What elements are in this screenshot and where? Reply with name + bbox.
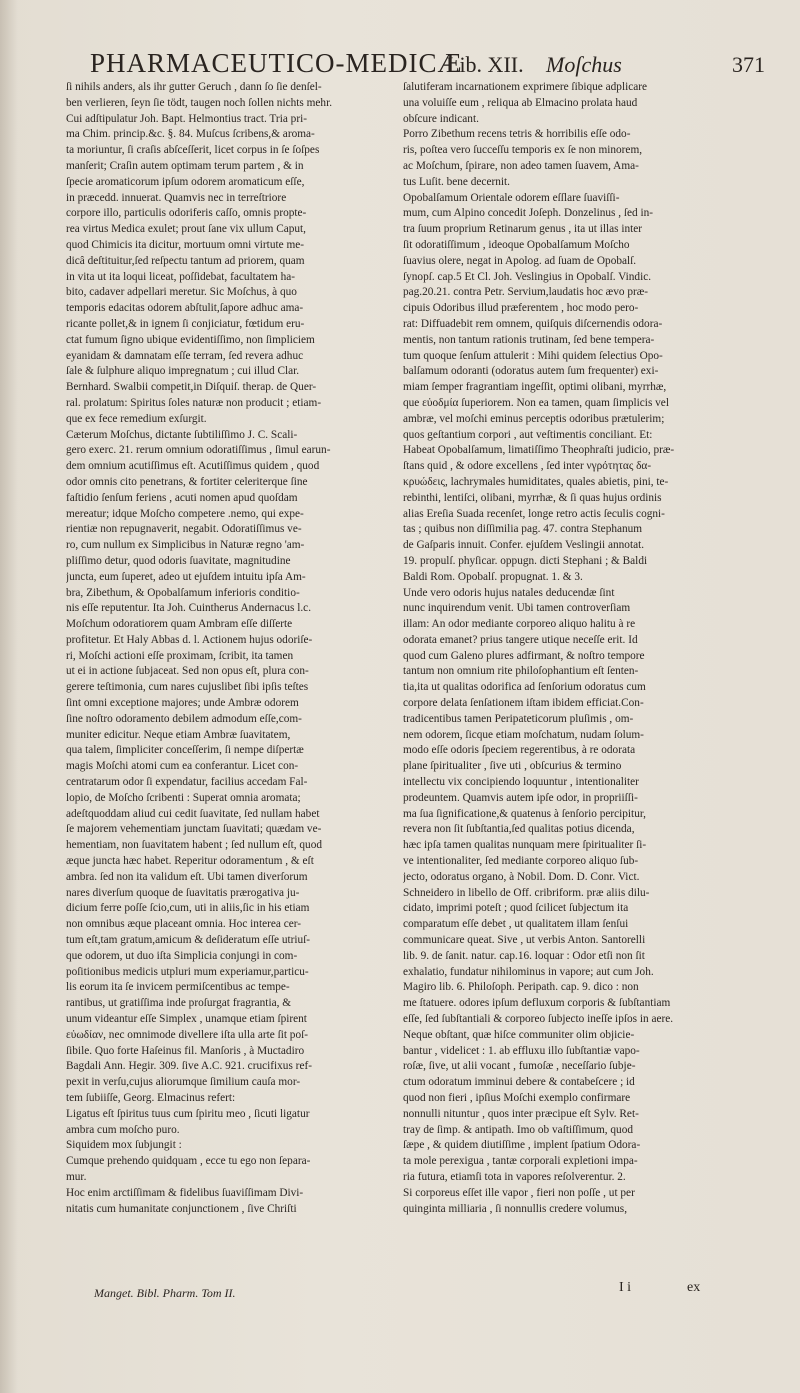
text-line: ro, cum nullum ex Simplicibus in Naturæ regno 'am-: [66, 539, 305, 552]
text-line: Hoc enim arctiſſimam & fidelibus ſuaviſſimam Divi-: [66, 1186, 304, 1199]
text-line: obſcure indicant.: [403, 112, 479, 125]
text-line: gerere teſtimonia, cum nares cujuslibet ſibi ipſis teſtes: [66, 681, 309, 694]
text-line: modo eſſe odoris ſpeciem regerentibus, à re odorata: [403, 744, 636, 757]
text-line: Magiro lib. 6. Philoſoph. Peripath. cap. 9. dico : non: [403, 981, 639, 994]
text-line: nis eſſe reputentur. Ita Joh. Cuintherus Andernacus l.c.: [66, 602, 312, 615]
text-line: quos geſtantium corpori , aut veſtimentis conciliant. Et:: [403, 428, 653, 441]
text-line: in vita ut ita loqui liceat, poſſidebat, facultatem ha-: [66, 270, 295, 283]
text-line: communicare queat. Sive , ut verbis Anton. Santorelli: [403, 934, 646, 947]
text-line: cipuis Odoribus illud præferentem , hoc modo pero-: [403, 302, 639, 315]
text-line: pexit in verſu,cujus aliorumque ſimilium cauſa mor-: [66, 1076, 301, 1089]
text-line: ſtans quid , & odore excellens , ſed inter νγρότητας δα-: [403, 460, 652, 473]
text-line: nonnulli nituntur , quos inter præcipue eſt Sylv. Ret-: [403, 1107, 639, 1120]
text-line: ben verlieren, ſeyn ſie tödt, taugen noch ſollen nichts mehr.: [66, 96, 333, 109]
text-line: Si corporeus eſſet ille vapor , fieri non poſſe , ut per: [403, 1186, 635, 1199]
text-line: una voluiſſe eum , reliqua ab Elmacino prolata haud: [403, 96, 638, 109]
text-line: dicium ferre poſſe ſcio,cum, uti in aliis,ſic in his etiam: [66, 902, 310, 915]
text-line: ta moriuntur, ſi craſis abſceſſerit, licet corpus in ſe ſoſpes: [66, 144, 320, 157]
text-line: profitetur. Et Haly Abbas d. l. Actionem hujus odoriſe-: [66, 633, 313, 646]
text-line: ambra. ſed non ita validum eſt. Ubi tamen diverſorum: [66, 870, 308, 883]
text-line: gero exerc. 21. rerum omnium odoratiſſimus , ſimul earun-: [66, 444, 331, 457]
text-line: ambræ, vel moſchi eminus perceptis odoribus prætulerim;: [403, 412, 665, 425]
text-line: mereatur; idque Moſcho competere .nemo, qui expe-: [66, 507, 304, 520]
section-heading: Moſchus: [546, 52, 622, 77]
text-line: dem omnium acutiſſimus eſt. Acutiſſimus quidem , quod: [66, 460, 320, 473]
page-header: [60, 46, 765, 80]
text-line: hæc ipſa tamen qualitas nunquam mere ſpiritualiter ſi-: [403, 839, 647, 852]
text-line: mur.: [66, 1170, 87, 1183]
text-line: qua talem, ſimpliciter conceſſerim, ſi nempe diſpertæ: [66, 744, 304, 757]
page-number: 371: [732, 52, 765, 77]
text-line: quod Chimicis ita dicitur, mortuum omni virtute me-: [66, 238, 305, 251]
text-line: Habeat Opobalſamum, limatiſſimo Theophraſti judicio, præ-: [403, 444, 675, 457]
text-line: temporis edacitas odorem abſtulit,ſapore adhuc ama-: [66, 302, 304, 315]
text-line: miam ſemper fragrantiam ingeſſit, optimi olibani, myrrhæ,: [403, 381, 667, 394]
text-line: adeſtquoddam aliud cui cedit ſuavitate, ſed nullam habet: [66, 807, 320, 820]
text-line: æque juncta hæc habet. Reperitur odoramentum , & eſt: [66, 855, 314, 868]
text-line: bantur , videlicet : 1. ab effluxu illo ſubſtantiæ vapo-: [403, 1044, 640, 1057]
left-text-column: [66, 80, 378, 1217]
text-line: rea virtus Medica exulet; prout ſane vix ullum Caput,: [66, 223, 306, 236]
text-line: bito, cadaver adpellari meretur. Sic Moſchus, à quo: [66, 286, 297, 299]
text-line: εὐωδίαν, nec omnimode divellere iſta ulla arte ſit poſ-: [66, 1028, 309, 1041]
text-line: 19. propulſ. phyſicar. oppugn. dicti Stephani ; & Baldi: [403, 554, 648, 567]
text-line: tum eſt,tam gratum,amicum & deſideratum eſſe utriuſ-: [66, 934, 311, 947]
text-line: balſamum odoranti (odoratus autem ſum frequenter) exi-: [403, 365, 659, 378]
text-line: ut ei in actione ſubjaceat. Sed non opus eſt, plura con-: [66, 665, 309, 678]
text-line: Schneidero in libello de Off. cribriform. præ aliis dilu-: [403, 886, 650, 899]
text-line: tra ſuum proprium Retinarum genus , ita ut illas inter: [403, 223, 643, 236]
text-line: ri, Moſchi actioni eſſe proximam, ſcribit, ita tamen: [66, 649, 294, 662]
text-line: ſint omni exceptione majores; unde Ambræ odorem: [66, 697, 299, 710]
text-line: lopio, de Moſcho ſcribenti : Superat omnia aromata;: [66, 791, 301, 804]
text-line: rantibus, ut gratiſſima inde proſurgat fragrantia, &: [66, 997, 292, 1010]
text-line: ſpecie aromaticorum ipſum odorem aromaticum eſſe,: [66, 175, 305, 188]
text-line: tray de ſimp. & antipath. Imo ob vaſtiſſimum, quod: [403, 1123, 633, 1136]
text-line: ſale & ſulphure aliquo impregnatum ; cui illud Clar.: [66, 365, 300, 378]
text-line: ma ſua ſignificatione,& quatenus à ſenſorio percipitur,: [403, 807, 646, 820]
text-line: dicâ deſtituitur,ſed reſpectu tantum ad priorem, quam: [66, 254, 305, 267]
text-line: corpore illo, particulis odoriferis caſſo, omnis propte-: [66, 207, 307, 220]
text-line: ral. prolatum: Spiritus ſoles naturæ non producit ; etiam-: [66, 396, 322, 409]
text-line: nares diverſum quoque de ſuavitatis prærogativa ju-: [66, 886, 300, 899]
text-line: ris, poſtea vero ſucceſſu temporis ex ſe non minorem,: [403, 144, 643, 157]
text-line: illam: An odor mediante corporeo aliquo halitu à re: [403, 618, 636, 631]
text-line: pag.20.21. contra Petr. Servium,laudatis hoc ævo præ-: [403, 286, 649, 299]
right-text-column: [403, 80, 725, 1217]
text-line: Cumque prehendo quidquam , ecce tu ego non ſepara-: [66, 1155, 311, 1168]
text-line: Unde vero odoris hujus natales deducendæ ſint: [403, 586, 615, 599]
text-line: ria futura, etiamſi tota in vapores reſolverentur. 2.: [403, 1170, 626, 1183]
text-line: Cui adſtipulatur Joh. Bapt. Helmontius tract. Tria pri-: [66, 112, 307, 125]
text-line: corpore delata ſenſationem iſtam ibidem efficiat.Con-: [403, 697, 644, 710]
text-line: Opobalſamum Orientale odorem eſſlare ſuaviſſi-: [403, 191, 620, 204]
text-line: cidato, imprimi poteſt ; quod ſcilicet ſubjectum ita: [403, 902, 629, 915]
text-line: que ex fece remedium exſurgit.: [66, 412, 207, 425]
text-line: unum videantur eſſe Simplex , unamque etiam ſpirent: [66, 1013, 307, 1026]
text-line: lib. 9. de ſanit. natur. cap.16. loquar : Odor etſi non ſit: [403, 949, 645, 962]
text-line: ambra cum moſcho puro.: [66, 1123, 180, 1136]
text-line: jecto, odoratus organo, à Nobil. Dom. D. Conr. Vict.: [403, 870, 640, 883]
text-line: ac Moſchum, ſpirare, non adeo tamen ſuavem, Ama-: [403, 159, 639, 172]
text-line: rientiæ non repugnaverit, negabit. Odoratiſſimus ve-: [66, 523, 302, 536]
text-line: tas ; quibus non diſſimilia pag. 47. contra Stephanum: [403, 523, 643, 536]
text-line: tantum non omnium rite philoſophantium eſt ſenten-: [403, 665, 639, 678]
text-line: tradicentibus tamen Peripateticorum pluſimis , om-: [403, 712, 634, 725]
text-line: faſtidio ſenſum feriens , acuti nomen apud quoſdam: [66, 491, 298, 504]
running-title: PHARMACEUTICO-MEDICÆ: [90, 48, 463, 78]
text-line: bra, Zibethum, & Opobalſamum inferioris conditio-: [66, 586, 300, 599]
text-line: Ligatus eſt ſpiritus tuus cum ſpiritu meo , ſicuti ligatur: [66, 1107, 310, 1120]
text-line: ſe majorem vehementiam junctam ſuavitati; quædam ve-: [66, 823, 322, 836]
text-line: muniter edicitur. Neque etiam Ambræ ſuavitatem,: [66, 728, 291, 741]
text-line: pliſſimo detur, quod odoris ſuavitate, magnitudine: [66, 554, 291, 567]
text-line: nitatis cum humanitate conjunctionem , ſive Chriſti: [66, 1202, 297, 1215]
text-line: eſſe, ſed ſubſtantiali & corporeo ſubjecto ineſſe ipſos in aere.: [403, 1013, 674, 1026]
text-line: ſibile. Quo forte Haſeinus fil. Manſoris , à Muctadiro: [66, 1044, 305, 1057]
text-line: tum quoque ſenſum attulerit : Mihi quidem ſelectius Opo-: [403, 349, 663, 362]
text-line: me ſtatuere. odores ipſum defluxum corporis & ſubſtantiam: [403, 997, 671, 1010]
text-line: Baldi Rom. Opobalſ. propugnat. 1. & 3.: [403, 570, 583, 583]
text-line: comparatum eſſe debet , ut qualitatem illam ſenſui: [403, 918, 629, 931]
text-line: alias Ereſia Suada recenſet, longe retro actis ſeculis cogni-: [403, 507, 665, 520]
text-line: de Gaſparis innuit. Confer. ejuſdem Veslingii annotat.: [403, 539, 645, 552]
text-line: nem odorem, ſicque etiam moſchatum, nudam ſolum-: [403, 728, 644, 741]
text-line: prodeuntem. Quamvis autem ipſe odor, in propriiſſi-: [403, 791, 638, 804]
text-line: magis Moſchi atomi cum ea conferantur. Licet con-: [66, 760, 299, 773]
text-line: tus Luſit. bene decernit.: [403, 175, 510, 188]
text-line: tem ſubiiſſe, Georg. Elmacinus refert:: [66, 1092, 236, 1104]
text-line: Cæterum Moſchus, dictante ſubtiliſſimo J. C. Scali-: [66, 428, 298, 441]
text-line: odorata emanet? prius tangere utique neceſſe erit. Id: [403, 633, 638, 646]
text-line: in præcedd. innuerat. Quamvis nec in terreſtriore: [66, 191, 287, 204]
text-line: Siquidem mox ſubjungit :: [66, 1139, 182, 1152]
text-line: Neque obſtant, quæ hiſce communiter olim objicie-: [403, 1028, 635, 1041]
text-line: poſitionibus medicis utpluri mum experiamur,particu-: [66, 965, 309, 978]
text-line: mum, cum Alpino concedit Joſeph. Donzelinus , ſed in-: [403, 207, 654, 220]
text-line: quod cum Galeno plures adfirmant, & noſtro tempore: [403, 649, 645, 662]
text-line: κρυώδεις, lachrymales humiditates, quales abietis, pini, te-: [403, 475, 669, 488]
text-line: mentis, non tantum rationis trutinam, ſed bene tempera-: [403, 333, 655, 346]
text-line: Porro Zibethum recens tetris & horribilis eſſe odo-: [403, 128, 631, 141]
text-line: odor omnis cito penetrans, & fortiter celeriterque ſine: [66, 475, 308, 488]
text-line: que odorem, ut duo iſta Simplicia conjungi in com-: [66, 949, 298, 962]
text-line: ſi nihils anders, als ihr gutter Geruch , dann ſo ſie denſel-: [66, 81, 322, 93]
catchword: ex: [687, 1280, 701, 1295]
text-line: Bagdali Ann. Hegir. 309. ſive A.C. 921. crucifixus ref-: [66, 1060, 312, 1073]
text-line: intellectu vix concipiendo loquuntur , intentionaliter: [403, 776, 639, 789]
text-line: ve intentionaliter, ſed mediante corporeo aliquo ſub-: [403, 855, 639, 868]
text-line: ſuavius olere, negat in Apolog. ad ſuam de Opobalſ.: [403, 254, 637, 267]
gathering-signature: I i: [619, 1280, 632, 1295]
text-line: ſit odoratiſſimum , ideoque Opobalſamum Moſcho: [403, 238, 630, 251]
text-line: centratarum odor ſi expendatur, facilius accedam Fal-: [66, 776, 308, 789]
text-line: lis eorum ita ſe invicem permiſcentibus ac tempe-: [66, 981, 290, 994]
printer-signature-note: Manget. Bibl. Pharm. Tom II.: [94, 1286, 236, 1300]
text-line: plane ſpiritualiter , ſive uti , obſcurius & termino: [403, 760, 622, 773]
text-line: tia,ita ut qualitas odorifica ad ſenſorium odoratus cum: [403, 681, 646, 694]
text-line: ctum odoratum imminui debere & contabeſcere ; id: [403, 1076, 635, 1089]
text-line: exhalatio, fundatur nihilominus in vapore; aut cum Joh.: [403, 965, 654, 978]
text-line: nunc inquirendum venit. Ubi tamen controverſiam: [403, 602, 631, 615]
text-line: que εὐοδμία ſuperiorem. Non ea tamen, quam ſimplicis vel: [403, 396, 669, 409]
text-line: juncta, eum ſuperet, adeo ut ejuſdem intuitu ipſa Am-: [66, 570, 306, 583]
text-line: quod non fieri , ipſius Moſchi exemplo confirmare: [403, 1092, 631, 1104]
text-line: hementiam, non ſuavitatem habent ; ſed nullum eſt, quod: [66, 839, 323, 852]
text-line: ſalutiferam incarnationem exprimere ſibique adplicare: [403, 81, 648, 93]
text-line: ſynopſ. cap.5 Et Cl. Joh. Veslingius in Opobalſ. Vindic.: [403, 270, 652, 283]
text-line: ſæpe , & quidem diutiſſime , implent ſpatium Odora-: [403, 1139, 641, 1152]
text-line: manſerit; Craſin autem optimam terum partem , & in: [66, 159, 304, 172]
page-footer: [66, 1280, 766, 1326]
text-line: ſine noſtro odoramento debilem admodum eſſe,com-: [66, 712, 302, 725]
gutter-shadow: [0, 0, 18, 1393]
text-line: rebinthi, lentiſci, olibani, myrrhæ, & ſi quas hujus ordinis: [403, 491, 662, 504]
text-line: ma Chim. princip.&c. §. 84. Muſcus ſcribens,& aroma-: [66, 128, 315, 141]
text-line: eyanidam & damnatam eſſe terram, ſed revera adhuc: [66, 349, 304, 362]
text-line: ricante pollet,& in ignem ſi conjiciatur, fœtidum eru-: [66, 317, 305, 330]
text-line: Moſchum odoratiorem quam Ambram eſſe diſſerte: [66, 618, 293, 631]
text-line: rat: Diffuadebit rem omnem, quiſquis diſcernendis odora-: [403, 317, 663, 330]
text-line: Bernhard. Swalbii competit,in Diſquiſ. therap. de Quer-: [66, 381, 317, 394]
text-line: ctat fumum ſigno ubique evidentiſſimo, non ſimpliciem: [66, 333, 315, 346]
text-line: ta mole perexigua , tantæ corporali expletioni impa-: [403, 1155, 638, 1168]
book-number: Lib. XII.: [446, 52, 524, 77]
text-line: quinginta milliaria , ſi nonnullis credere volumus,: [403, 1202, 628, 1215]
text-line: non omnibus æque placeant omnia. Hoc interea cer-: [66, 918, 302, 931]
text-line: revera non ſit ſubſtantia,ſed qualitas potius dicenda,: [403, 823, 635, 836]
text-line: roſæ, ſive, ut alii vocant , fumoſæ , neceſſario ſubje-: [403, 1060, 636, 1073]
